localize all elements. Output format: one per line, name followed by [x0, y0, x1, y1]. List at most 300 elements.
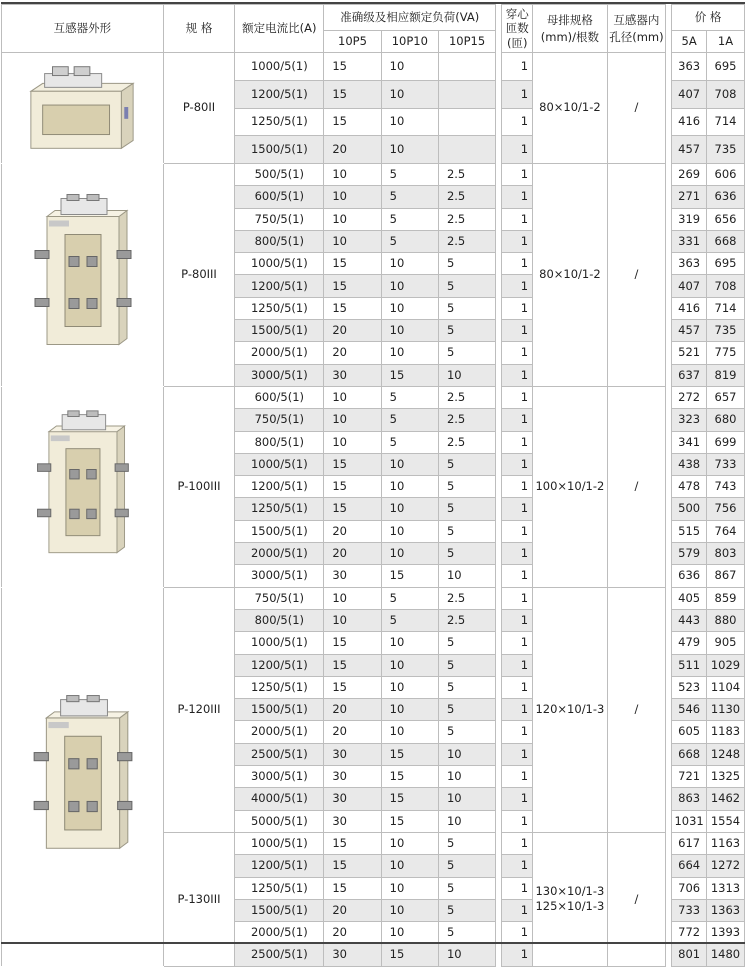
accuracy-10p5-cell: 10 — [324, 386, 381, 408]
price-5a-cell: 515 — [672, 520, 707, 542]
turns-cell: 1 — [502, 476, 533, 498]
model-cell: P-130III — [163, 832, 235, 966]
accuracy-10p5-cell: 20 — [324, 721, 381, 743]
turns-cell: 1 — [502, 186, 533, 208]
accuracy-10p5-cell: 10 — [324, 609, 381, 631]
price-1a-cell: 1480 — [707, 944, 745, 966]
accuracy-10p5-cell: 20 — [324, 342, 381, 364]
price-5a-cell: 457 — [672, 320, 707, 342]
accuracy-10p5-cell: 10 — [324, 431, 381, 453]
accuracy-10p10-cell: 5 — [381, 186, 438, 208]
ratio-cell: 750/5(1) — [235, 208, 324, 230]
ratio-cell: 500/5(1) — [235, 164, 324, 186]
accuracy-10p15-cell: 5 — [438, 498, 495, 520]
ratio-cell: 1500/5(1) — [235, 320, 324, 342]
accuracy-10p15-cell: 5 — [438, 654, 495, 676]
price-5a-cell: 405 — [672, 587, 707, 609]
turns-cell: 1 — [502, 832, 533, 854]
price-5a-cell: 271 — [672, 186, 707, 208]
ratio-cell: 1250/5(1) — [235, 297, 324, 319]
turns-cell: 1 — [502, 275, 533, 297]
accuracy-10p15-cell: 5 — [438, 543, 495, 565]
price-5a-cell: 721 — [672, 766, 707, 788]
model-cell: P-120III — [163, 587, 235, 832]
accuracy-10p10-cell: 10 — [381, 136, 438, 164]
price-1a-cell: 803 — [707, 543, 745, 565]
accuracy-10p15-cell: 5 — [438, 297, 495, 319]
accuracy-10p5-cell: 30 — [324, 565, 381, 587]
accuracy-10p5-cell: 15 — [324, 855, 381, 877]
accuracy-10p10-cell: 10 — [381, 922, 438, 944]
transformer-p80iii-photo — [2, 164, 164, 387]
turns-cell: 1 — [502, 230, 533, 252]
accuracy-10p5-cell: 20 — [324, 320, 381, 342]
accuracy-10p15-cell: 5 — [438, 320, 495, 342]
turns-cell: 1 — [502, 721, 533, 743]
price-1a-cell: 695 — [707, 53, 745, 81]
accuracy-10p5-cell: 15 — [324, 80, 381, 108]
accuracy-10p10-cell: 5 — [381, 386, 438, 408]
turns-cell: 1 — [502, 543, 533, 565]
ratio-cell: 800/5(1) — [235, 230, 324, 252]
accuracy-10p10-cell: 15 — [381, 944, 438, 966]
accuracy-10p5-cell: 10 — [324, 230, 381, 252]
col-turns: 穿心 匝数 (匝) — [502, 5, 533, 53]
accuracy-10p10-cell: 5 — [381, 609, 438, 631]
price-5a-cell: 438 — [672, 453, 707, 475]
bore-cell: / — [607, 164, 665, 387]
bore-cell: / — [607, 832, 665, 966]
price-1a-cell: 668 — [707, 230, 745, 252]
turns-cell: 1 — [502, 766, 533, 788]
accuracy-10p15-cell: 5 — [438, 253, 495, 275]
turns-cell: 1 — [502, 743, 533, 765]
price-5a-cell: 331 — [672, 230, 707, 252]
price-5a-cell: 617 — [672, 832, 707, 854]
price-1a-cell: 1130 — [707, 699, 745, 721]
accuracy-10p15-cell: 5 — [438, 342, 495, 364]
ratio-cell: 750/5(1) — [235, 587, 324, 609]
accuracy-10p15-cell — [438, 53, 495, 81]
price-5a-cell: 323 — [672, 409, 707, 431]
price-1a-cell: 657 — [707, 386, 745, 408]
turns-cell: 1 — [502, 676, 533, 698]
accuracy-10p10-cell: 10 — [381, 543, 438, 565]
accuracy-10p15-cell: 2.5 — [438, 208, 495, 230]
bottom-rule — [1, 942, 745, 944]
model-cell: P-80II — [163, 53, 235, 164]
turns-cell: 1 — [502, 208, 533, 230]
price-5a-cell: 478 — [672, 476, 707, 498]
accuracy-10p5-cell: 10 — [324, 186, 381, 208]
price-5a-cell: 443 — [672, 609, 707, 631]
ratio-cell: 1000/5(1) — [235, 832, 324, 854]
ratio-cell: 4000/5(1) — [235, 788, 324, 810]
turns-cell: 1 — [502, 609, 533, 631]
model-cell: P-100III — [163, 386, 235, 587]
accuracy-10p10-cell: 10 — [381, 498, 438, 520]
accuracy-10p15-cell: 5 — [438, 676, 495, 698]
price-1a-cell: 1029 — [707, 654, 745, 676]
ratio-cell: 600/5(1) — [235, 386, 324, 408]
ratio-cell: 3000/5(1) — [235, 766, 324, 788]
price-1a-cell: 708 — [707, 80, 745, 108]
turns-cell: 1 — [502, 855, 533, 877]
accuracy-10p5-cell: 15 — [324, 498, 381, 520]
accuracy-10p10-cell: 10 — [381, 721, 438, 743]
ratio-cell: 1500/5(1) — [235, 699, 324, 721]
turns-cell: 1 — [502, 431, 533, 453]
accuracy-10p10-cell: 10 — [381, 253, 438, 275]
accuracy-10p10-cell: 15 — [381, 565, 438, 587]
price-1a-cell: 905 — [707, 632, 745, 654]
ratio-cell: 1200/5(1) — [235, 654, 324, 676]
accuracy-10p10-cell: 15 — [381, 766, 438, 788]
price-5a-cell: 1031 — [672, 810, 707, 832]
col-price-1a: 1A — [707, 31, 745, 53]
price-5a-cell: 579 — [672, 543, 707, 565]
ratio-cell: 1000/5(1) — [235, 253, 324, 275]
accuracy-10p5-cell: 15 — [324, 108, 381, 136]
price-1a-cell: 695 — [707, 253, 745, 275]
turns-cell: 1 — [502, 810, 533, 832]
accuracy-10p5-cell: 15 — [324, 297, 381, 319]
price-1a-cell: 764 — [707, 520, 745, 542]
accuracy-10p5-cell: 15 — [324, 453, 381, 475]
accuracy-10p15-cell: 10 — [438, 766, 495, 788]
ratio-cell: 2500/5(1) — [235, 944, 324, 966]
ratio-cell: 800/5(1) — [235, 431, 324, 453]
turns-cell: 1 — [502, 386, 533, 408]
accuracy-10p10-cell: 15 — [381, 788, 438, 810]
price-1a-cell: 775 — [707, 342, 745, 364]
price-1a-cell: 1313 — [707, 877, 745, 899]
turns-cell: 1 — [502, 788, 533, 810]
accuracy-10p10-cell: 15 — [381, 743, 438, 765]
price-1a-cell: 1393 — [707, 922, 745, 944]
accuracy-10p10-cell: 10 — [381, 297, 438, 319]
price-1a-cell: 606 — [707, 164, 745, 186]
accuracy-10p5-cell: 10 — [324, 164, 381, 186]
accuracy-10p5-cell: 30 — [324, 810, 381, 832]
busbar-cell: 130×10/1-3 125×10/1-3 — [533, 832, 608, 966]
price-1a-cell: 1272 — [707, 855, 745, 877]
price-1a-cell: 1104 — [707, 676, 745, 698]
turns-cell: 1 — [502, 164, 533, 186]
accuracy-10p5-cell: 30 — [324, 743, 381, 765]
turns-cell: 1 — [502, 498, 533, 520]
accuracy-10p15-cell: 5 — [438, 922, 495, 944]
price-1a-cell: 756 — [707, 498, 745, 520]
accuracy-10p10-cell: 10 — [381, 53, 438, 81]
col-accuracy: 准确级及相应额定负荷(VA) — [324, 5, 496, 31]
accuracy-10p10-cell: 10 — [381, 632, 438, 654]
price-1a-cell: 1363 — [707, 899, 745, 921]
ratio-cell: 1500/5(1) — [235, 520, 324, 542]
accuracy-10p10-cell: 10 — [381, 275, 438, 297]
accuracy-10p15-cell: 10 — [438, 565, 495, 587]
accuracy-10p5-cell: 20 — [324, 922, 381, 944]
turns-cell: 1 — [502, 699, 533, 721]
price-1a-cell: 743 — [707, 476, 745, 498]
accuracy-10p5-cell: 20 — [324, 699, 381, 721]
accuracy-10p15-cell: 2.5 — [438, 164, 495, 186]
turns-cell: 1 — [502, 53, 533, 81]
accuracy-10p10-cell: 10 — [381, 877, 438, 899]
turns-cell: 1 — [502, 320, 533, 342]
price-5a-cell: 363 — [672, 53, 707, 81]
turns-cell: 1 — [502, 136, 533, 164]
busbar-cell: 100×10/1-2 — [533, 386, 608, 587]
accuracy-10p5-cell: 30 — [324, 766, 381, 788]
turns-cell: 1 — [502, 342, 533, 364]
turns-cell: 1 — [502, 877, 533, 899]
accuracy-10p15-cell — [438, 80, 495, 108]
ratio-cell: 3000/5(1) — [235, 565, 324, 587]
accuracy-10p10-cell: 10 — [381, 80, 438, 108]
accuracy-10p15-cell: 2.5 — [438, 230, 495, 252]
price-5a-cell: 363 — [672, 253, 707, 275]
price-5a-cell: 511 — [672, 654, 707, 676]
turns-cell: 1 — [502, 253, 533, 275]
ratio-cell: 1200/5(1) — [235, 476, 324, 498]
price-5a-cell: 500 — [672, 498, 707, 520]
ratio-cell: 2000/5(1) — [235, 543, 324, 565]
turns-cell: 1 — [502, 80, 533, 108]
table-row — [2, 53, 745, 81]
ratio-cell: 1500/5(1) — [235, 136, 324, 164]
ratio-cell: 1250/5(1) — [235, 498, 324, 520]
price-1a-cell: 735 — [707, 320, 745, 342]
accuracy-10p15-cell: 5 — [438, 453, 495, 475]
table-row — [2, 386, 745, 408]
price-5a-cell: 605 — [672, 721, 707, 743]
price-5a-cell: 479 — [672, 632, 707, 654]
accuracy-10p10-cell: 5 — [381, 431, 438, 453]
accuracy-10p15-cell: 5 — [438, 476, 495, 498]
price-1a-cell: 680 — [707, 409, 745, 431]
col-busbar: 母排规格 (mm)/根数 — [533, 5, 608, 53]
accuracy-10p5-cell: 20 — [324, 899, 381, 921]
price-5a-cell: 416 — [672, 297, 707, 319]
price-5a-cell: 523 — [672, 676, 707, 698]
ratio-cell: 1500/5(1) — [235, 899, 324, 921]
accuracy-10p5-cell: 20 — [324, 543, 381, 565]
ratio-cell: 1000/5(1) — [235, 53, 324, 81]
price-5a-cell: 772 — [672, 922, 707, 944]
ratio-cell: 1200/5(1) — [235, 80, 324, 108]
accuracy-10p10-cell: 10 — [381, 453, 438, 475]
col-bore: 互感器内 孔径(mm) — [607, 5, 665, 53]
ratio-cell: 1250/5(1) — [235, 108, 324, 136]
accuracy-10p10-cell: 5 — [381, 409, 438, 431]
col-spec: 规 格 — [163, 5, 235, 53]
accuracy-10p10-cell: 10 — [381, 855, 438, 877]
turns-cell: 1 — [502, 520, 533, 542]
accuracy-10p15-cell — [438, 136, 495, 164]
table-body — [2, 53, 745, 967]
accuracy-10p5-cell: 10 — [324, 587, 381, 609]
price-5a-cell: 664 — [672, 855, 707, 877]
price-5a-cell: 269 — [672, 164, 707, 186]
price-5a-cell: 457 — [672, 136, 707, 164]
col-10p5: 10P5 — [324, 31, 381, 53]
accuracy-10p15-cell: 10 — [438, 364, 495, 386]
accuracy-10p15-cell: 5 — [438, 721, 495, 743]
price-1a-cell: 714 — [707, 297, 745, 319]
accuracy-10p15-cell — [438, 108, 495, 136]
accuracy-10p15-cell: 5 — [438, 855, 495, 877]
ratio-cell: 2500/5(1) — [235, 743, 324, 765]
price-1a-cell: 656 — [707, 208, 745, 230]
col-10p10: 10P10 — [381, 31, 438, 53]
ratio-cell: 600/5(1) — [235, 186, 324, 208]
price-1a-cell: 708 — [707, 275, 745, 297]
accuracy-10p10-cell: 10 — [381, 320, 438, 342]
accuracy-10p10-cell: 10 — [381, 699, 438, 721]
price-1a-cell: 867 — [707, 565, 745, 587]
price-1a-cell: 859 — [707, 587, 745, 609]
ratio-cell: 2000/5(1) — [235, 922, 324, 944]
price-5a-cell: 407 — [672, 80, 707, 108]
price-5a-cell: 319 — [672, 208, 707, 230]
price-1a-cell: 1462 — [707, 788, 745, 810]
busbar-cell: 120×10/1-3 — [533, 587, 608, 832]
accuracy-10p5-cell: 15 — [324, 832, 381, 854]
accuracy-10p10-cell: 15 — [381, 364, 438, 386]
price-1a-cell: 714 — [707, 108, 745, 136]
accuracy-10p10-cell: 10 — [381, 476, 438, 498]
accuracy-10p10-cell: 5 — [381, 230, 438, 252]
ratio-cell: 5000/5(1) — [235, 810, 324, 832]
accuracy-10p15-cell: 2.5 — [438, 186, 495, 208]
accuracy-10p15-cell: 2.5 — [438, 409, 495, 431]
turns-cell: 1 — [502, 922, 533, 944]
ratio-cell: 1000/5(1) — [235, 632, 324, 654]
accuracy-10p15-cell: 2.5 — [438, 609, 495, 631]
turns-cell: 1 — [502, 654, 533, 676]
accuracy-10p5-cell: 30 — [324, 788, 381, 810]
price-1a-cell: 636 — [707, 186, 745, 208]
turns-cell: 1 — [502, 565, 533, 587]
accuracy-10p10-cell: 10 — [381, 676, 438, 698]
price-1a-cell: 733 — [707, 453, 745, 475]
price-5a-cell: 636 — [672, 565, 707, 587]
accuracy-10p5-cell: 20 — [324, 520, 381, 542]
col-price: 价 格 — [672, 5, 745, 31]
accuracy-10p15-cell: 2.5 — [438, 386, 495, 408]
accuracy-10p15-cell: 5 — [438, 632, 495, 654]
price-1a-cell: 699 — [707, 431, 745, 453]
price-5a-cell: 407 — [672, 275, 707, 297]
transformer-p80ii-photo — [2, 53, 164, 164]
accuracy-10p5-cell: 15 — [324, 476, 381, 498]
accuracy-10p10-cell: 10 — [381, 899, 438, 921]
accuracy-10p10-cell: 5 — [381, 164, 438, 186]
accuracy-10p5-cell: 15 — [324, 275, 381, 297]
price-1a-cell: 1248 — [707, 743, 745, 765]
turns-cell: 1 — [502, 453, 533, 475]
turns-cell: 1 — [502, 409, 533, 431]
turns-cell: 1 — [502, 108, 533, 136]
accuracy-10p15-cell: 5 — [438, 877, 495, 899]
accuracy-10p10-cell: 10 — [381, 832, 438, 854]
accuracy-10p5-cell: 30 — [324, 944, 381, 966]
ratio-cell: 1200/5(1) — [235, 275, 324, 297]
bore-cell: / — [607, 386, 665, 587]
price-1a-cell: 1325 — [707, 766, 745, 788]
price-1a-cell: 819 — [707, 364, 745, 386]
accuracy-10p5-cell: 10 — [324, 409, 381, 431]
price-5a-cell: 863 — [672, 788, 707, 810]
accuracy-10p5-cell: 15 — [324, 632, 381, 654]
accuracy-10p10-cell: 10 — [381, 520, 438, 542]
table-row — [2, 587, 745, 609]
accuracy-10p10-cell: 5 — [381, 208, 438, 230]
col-ratio: 额定电流比(A) — [235, 5, 324, 53]
ratio-cell: 3000/5(1) — [235, 364, 324, 386]
accuracy-10p15-cell: 10 — [438, 810, 495, 832]
accuracy-10p5-cell: 10 — [324, 208, 381, 230]
accuracy-10p10-cell: 15 — [381, 810, 438, 832]
accuracy-10p10-cell: 10 — [381, 654, 438, 676]
busbar-cell: 80×10/1-2 — [533, 53, 608, 164]
spec-table — [1, 4, 745, 967]
price-5a-cell: 272 — [672, 386, 707, 408]
price-5a-cell: 668 — [672, 743, 707, 765]
accuracy-10p15-cell: 5 — [438, 899, 495, 921]
ratio-cell: 2000/5(1) — [235, 721, 324, 743]
price-5a-cell: 416 — [672, 108, 707, 136]
table-row — [2, 164, 745, 186]
bore-cell: / — [607, 587, 665, 832]
accuracy-10p15-cell: 10 — [438, 788, 495, 810]
accuracy-10p15-cell: 2.5 — [438, 587, 495, 609]
accuracy-10p5-cell: 15 — [324, 53, 381, 81]
accuracy-10p10-cell: 10 — [381, 108, 438, 136]
ratio-cell: 1000/5(1) — [235, 453, 324, 475]
accuracy-10p5-cell: 15 — [324, 676, 381, 698]
price-1a-cell: 880 — [707, 609, 745, 631]
accuracy-10p5-cell: 15 — [324, 654, 381, 676]
accuracy-10p15-cell: 10 — [438, 944, 495, 966]
transformer-p100iii-photo — [2, 386, 164, 587]
model-cell: P-80III — [163, 164, 235, 387]
accuracy-10p15-cell: 5 — [438, 832, 495, 854]
price-1a-cell: 735 — [707, 136, 745, 164]
accuracy-10p5-cell: 30 — [324, 364, 381, 386]
turns-cell: 1 — [502, 297, 533, 319]
turns-cell: 1 — [502, 364, 533, 386]
accuracy-10p15-cell: 5 — [438, 699, 495, 721]
ratio-cell: 1200/5(1) — [235, 855, 324, 877]
price-5a-cell: 801 — [672, 944, 707, 966]
busbar-cell: 80×10/1-2 — [533, 164, 608, 387]
ratio-cell: 2000/5(1) — [235, 342, 324, 364]
accuracy-10p15-cell: 5 — [438, 520, 495, 542]
turns-cell: 1 — [502, 587, 533, 609]
ratio-cell: 800/5(1) — [235, 609, 324, 631]
turns-cell: 1 — [502, 944, 533, 966]
col-appearance: 互感器外形 — [2, 5, 164, 53]
accuracy-10p15-cell: 10 — [438, 743, 495, 765]
col-price-5a: 5A — [672, 31, 707, 53]
ratio-cell: 750/5(1) — [235, 409, 324, 431]
price-5a-cell: 521 — [672, 342, 707, 364]
price-5a-cell: 637 — [672, 364, 707, 386]
price-1a-cell: 1554 — [707, 810, 745, 832]
turns-cell: 1 — [502, 632, 533, 654]
